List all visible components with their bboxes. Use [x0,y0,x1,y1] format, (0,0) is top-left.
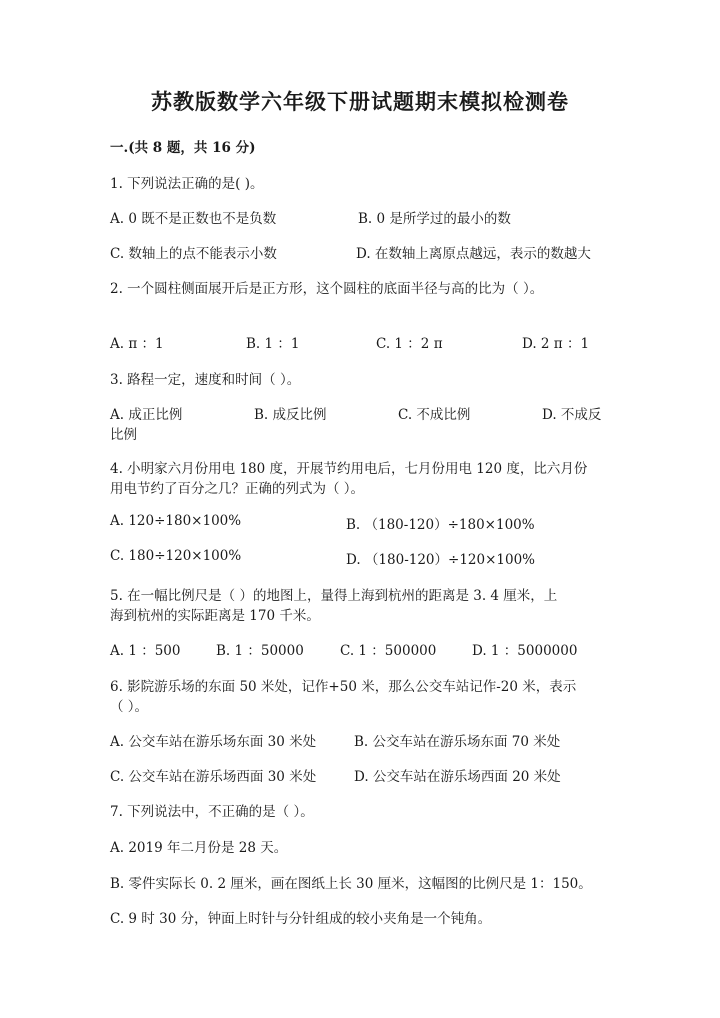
question-2-option-b: B. 1 ：1 [246,336,300,352]
question-3-option-b: B. 成反比例 [254,407,327,423]
question-2-option-c: C. 1 ：2 π [376,336,443,352]
question-4-option-c: C. 180÷120×100% [110,548,242,564]
question-3-option-c: C. 不成比例 [398,407,471,423]
question-2-stem: 2. 一个圆柱侧面展开后是正方形，这个圆柱的底面半径与高的比为（ ）。 [110,281,544,297]
question-6-stem-line-2: （ ）。 [110,699,149,715]
question-6-option-c: C. 公交车站在游乐场西面 30 米处 [110,769,317,785]
question-1-stem: 1. 下列说法正确的是( )。 [110,176,264,192]
question-4-option-d: D. （180-120）÷120×100% [346,552,536,568]
question-5-option-b: B. 1 ：50000 [216,643,304,659]
question-3-option-d: D. 不成反 [542,407,602,423]
page-title: 苏教版数学六年级下册试题期末模拟检测卷 [151,89,569,114]
question-6-option-b: B. 公交车站在游乐场东面 70 米处 [354,734,561,750]
question-4-option-a: A. 120÷180×100% [110,513,242,529]
question-5-stem-line-1: 5. 在一幅比例尺是（ ）的地图上，量得上海到杭州的距离是 3. 4 厘米，上 [110,588,558,604]
question-7-stem: 7. 下列说法中，不正确的是（ ）。 [110,804,314,820]
question-1-option-c: C. 数轴上的点不能表示小数 [110,246,277,262]
question-3-option-d-continued: 比例 [110,427,137,443]
question-1-option-b: B. 0 是所学过的最小的数 [358,211,511,227]
question-7-option-b: B. 零件实际长 0. 2 厘米，画在图纸上长 30 厘米，这幅图的比例尺是 1：150。 [110,876,592,892]
question-3-stem: 3. 路程一定，速度和时间（ ）。 [110,372,301,388]
question-6-stem-line-1: 6. 影院游乐场的东面 50 米处，记作+50 米，那么公交车站记作-20 米，表示 [110,679,577,695]
question-7-option-a: A. 2019 年二月份是 28 天。 [110,840,288,856]
question-1-option-a: A. 0 既不是正数也不是负数 [110,211,277,227]
question-2-option-d: D. 2 π ：1 [522,336,590,352]
question-4-stem-line-1: 4. 小明家六月份用电 180 度，开展节约用电后，七月份用电 120 度，比六月份 [110,461,588,477]
question-5-option-c: C. 1 ：500000 [340,643,437,659]
section-heading: 一.(共 8 题，共 16 分) [110,140,256,156]
question-7-option-c: C. 9 时 30 分，钟面上时针与分针组成的较小夹角是一个钝角。 [110,911,492,927]
question-2-option-a: A. π ：1 [110,336,164,352]
question-5-option-d: D. 1 ：5000000 [472,643,578,659]
question-4-stem-line-2: 用电节约了百分之几？正确的列式为（ ）。 [110,481,365,497]
question-6-option-d: D. 公交车站在游乐场西面 20 米处 [354,769,561,785]
question-6-option-a: A. 公交车站在游乐场东面 30 米处 [110,734,317,750]
question-4-option-b: B. （180-120）÷180×100% [346,517,535,533]
question-5-stem-line-2: 海到杭州的实际距离是 170 千米。 [110,608,320,624]
question-3-option-a: A. 成正比例 [110,407,183,423]
question-5-option-a: A. 1 ：500 [110,643,181,659]
question-1-option-d: D. 在数轴上离原点越远，表示的数越大 [356,246,591,262]
